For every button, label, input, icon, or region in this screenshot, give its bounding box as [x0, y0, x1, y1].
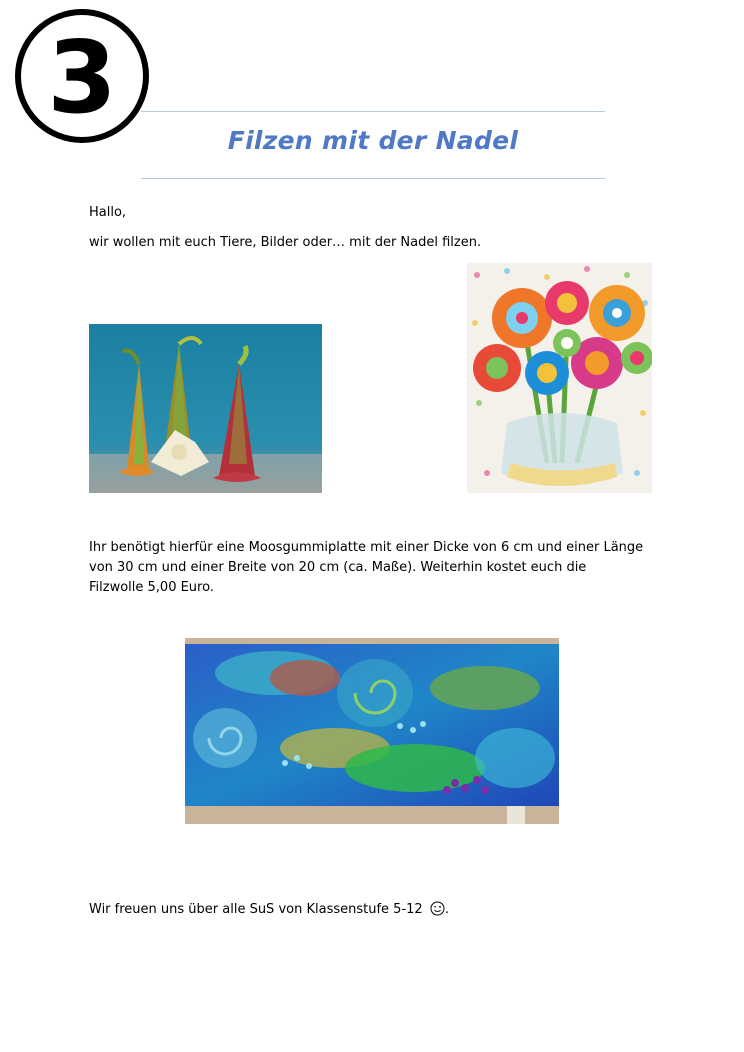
felt-cones-photo [89, 324, 322, 493]
felt-picture-photo [185, 638, 559, 824]
materials-text: Ihr benötigt hierfür eine Moosgummiplatte mit einer Dicke von 6 cm und einer Länge von 30 cm und einer Breite von 20 cm (ca. Maße). Weiterhin kostet euch die Filzwolle 5,00 Euro. [89, 540, 644, 595]
title-rule-bottom [141, 178, 605, 179]
greeting-text: Hallo, [89, 205, 127, 220]
closing-period: . [444, 902, 449, 917]
circled-number-badge [14, 8, 150, 144]
title-rule-top [141, 111, 605, 112]
closing-text [89, 900, 649, 920]
badge-number: 3 [47, 19, 117, 136]
winking-smiley-icon [430, 901, 445, 916]
page-title: Filzen mit der Nadel [227, 126, 519, 155]
intro-text: wir wollen mit euch Tiere, Bilder oder… mit der Nadel filzen. [89, 235, 482, 250]
closing-sentence: Wir freuen uns über alle SuS von Klassenstufe 5-12 [89, 902, 423, 917]
flower-bouquet-photo [467, 263, 652, 493]
